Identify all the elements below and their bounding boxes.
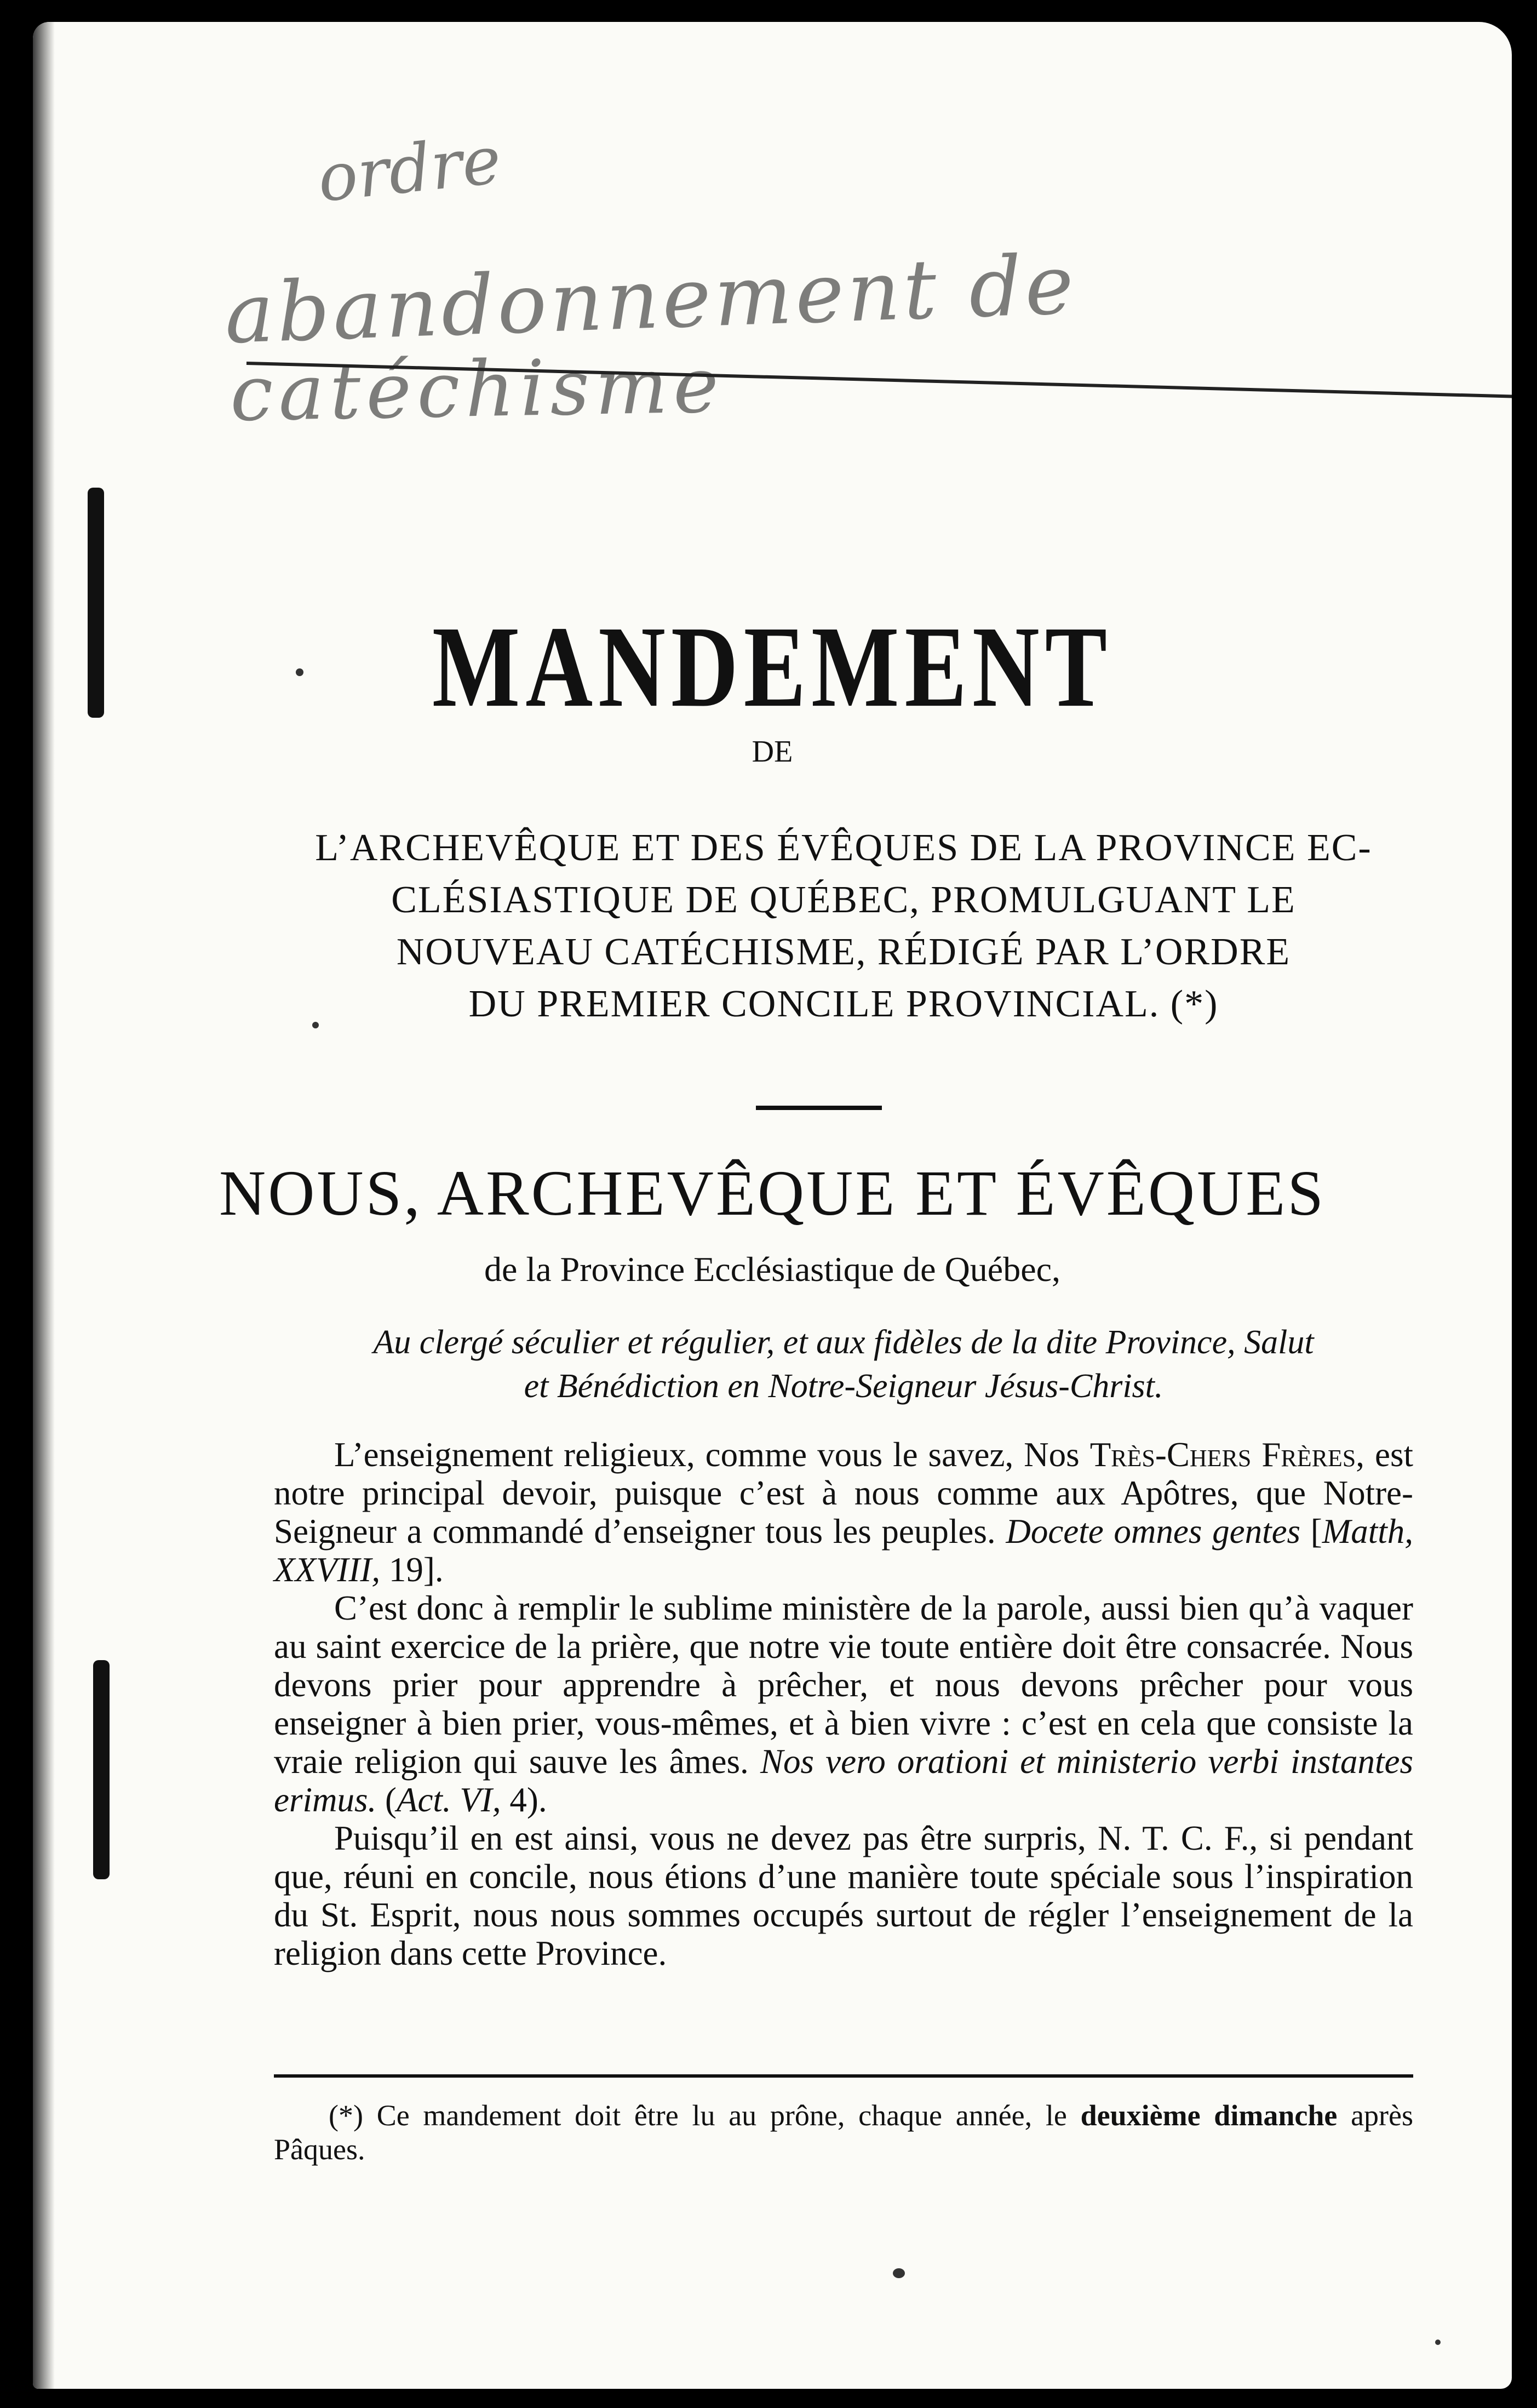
paragraph-text: [: [1300, 1512, 1322, 1551]
subtitle-line: L’ARCHEVÊQUE ET DES ÉVÊQUES DE LA PROVINCE EC-: [315, 827, 1372, 869]
handwritten-note-1: ordre: [314, 122, 505, 218]
paragraph-text: (: [376, 1781, 397, 1819]
scripture-reference: Act. VI,: [396, 1781, 501, 1819]
paragraph-text: C’est donc à remplir le sublime ministère de la parole, aussi bien qu’à vaquer au saint exercice de la prière, que notre vie toute entière doit être consacrée. Nous devons prier pour apprendre à prêcher, et nous devons prêcher pour vous enseigner à bien prier, vous-mêmes, et à bien vivre : c’est en cela que consiste la vraie religion qui sauve les âmes.: [274, 1589, 1413, 1781]
document-title: MANDEMENT: [432, 602, 1113, 731]
handwritten-note-2: abandonnement de: [223, 237, 1079, 363]
subtitle-line: CLÉSIASTIQUE DE QUÉBEC, PROMULGUANT LE: [391, 879, 1296, 921]
footnote-bold: deuxième: [1080, 2099, 1201, 2132]
title-de: DE: [752, 735, 793, 769]
scan-speck: [1435, 2340, 1441, 2345]
document-page: [33, 22, 1512, 2389]
document-subtitle: [268, 822, 1419, 1030]
paragraph-text: 4).: [501, 1781, 547, 1819]
section-divider: [756, 1106, 882, 1110]
scan-speck: [893, 2268, 905, 2278]
body-text: [274, 1435, 1413, 1972]
paragraph-text: L’enseignement religieux, comme vous le savez, Nos: [334, 1435, 1090, 1474]
footnote-divider: [274, 2074, 1413, 2078]
salutation-line: et Bénédiction en Notre-Seigneur Jésus-Christ.: [524, 1368, 1163, 1405]
footnote: [274, 2098, 1413, 2166]
handwritten-note-3: catéchisme: [229, 341, 725, 439]
subtitle-line: DU PREMIER CONCILE PROVINCIAL. (*): [468, 983, 1219, 1025]
binding-mark-lower: [93, 1660, 110, 1879]
paragraph-1: [274, 1435, 1413, 1589]
paragraph-text: 19].: [380, 1551, 444, 1589]
footnote-bold: dimanche: [1214, 2099, 1338, 2132]
paragraph-text: , est notre principal devoir, puisque c’est à nous comme aux Apôtres, que Notre-Seigneur a commandé d’enseigner tous les peuples.: [274, 1435, 1413, 1551]
salutation: [268, 1320, 1419, 1408]
salutation-line: Au clergé séculier et régulier, et aux fidèles de la dite Province, Salut: [373, 1324, 1314, 1361]
province-line: de la Province Ecclésiastique de Québec,: [484, 1250, 1060, 1289]
paragraph-3: Puisqu’il en est ainsi, vous ne devez pas être surpris, N. T. C. F., si pendant que, réuni en concile, nous étions d’une manière toute spéciale sous l’inspiration du St. Esprit, nous nous sommes occupés surtout de régler l’enseignement de la religion dans cette Province.: [274, 1819, 1413, 1972]
subtitle-line: NOUVEAU CATÉCHISME, RÉDIGÉ PAR L’ORDRE: [396, 931, 1291, 973]
small-caps-text: Très-Chers Frères: [1089, 1435, 1356, 1474]
footnote-text: (*) Ce mandement doit être lu au prône, chaque année, le: [329, 2099, 1081, 2132]
handwritten-annotation: [33, 22, 1512, 460]
footnote-text: après Pâques.: [274, 2099, 1413, 2166]
scripture-reference: Matth, XXVIII,: [274, 1512, 1413, 1589]
latin-quote: Nos vero orationi et ministerio verbi instantes erimus.: [274, 1742, 1414, 1819]
latin-quote: Docete omnes gentes: [1006, 1512, 1301, 1551]
paragraph-2: [274, 1589, 1413, 1819]
footnote-indent: [274, 2099, 329, 2132]
scan-speck: [312, 1022, 319, 1028]
heading: NOUS, ARCHEVÊQUE ET ÉVÊQUES: [219, 1157, 1326, 1229]
scan-speck: [296, 668, 303, 676]
